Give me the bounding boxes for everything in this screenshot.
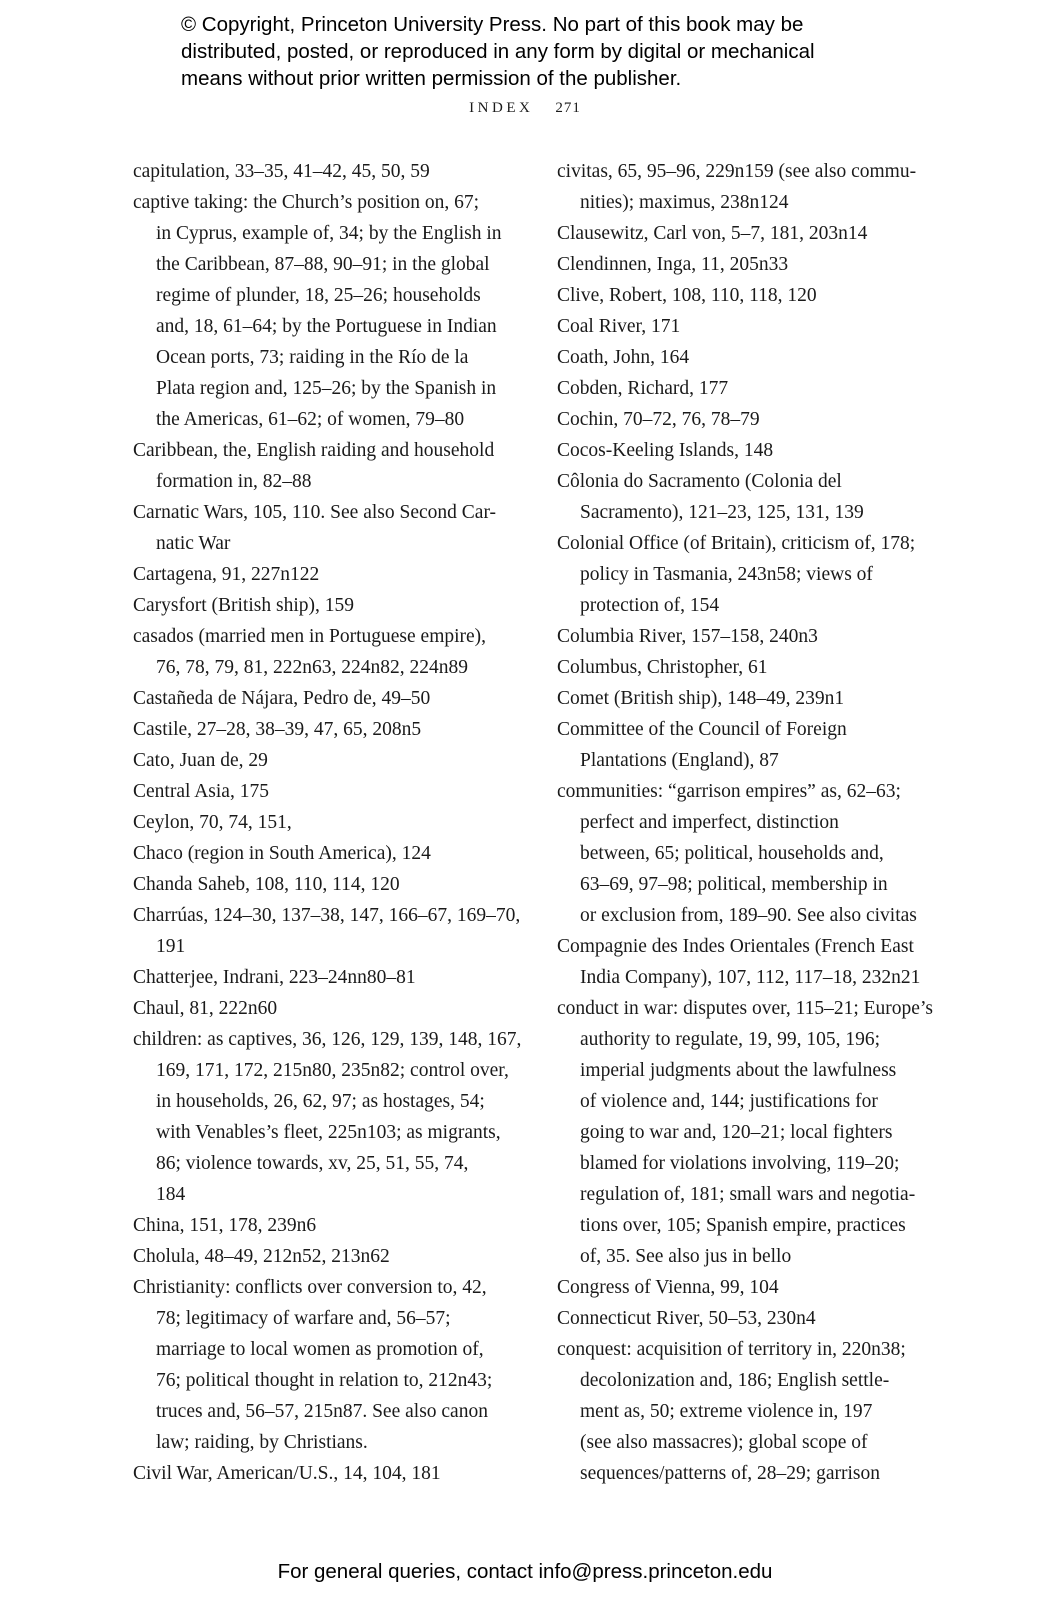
index-entry	[557, 373, 942, 404]
index-entry	[133, 156, 518, 187]
index-entry	[557, 218, 942, 249]
index-entry-line: Ocean ports, 73; raiding in the Río de la	[156, 347, 469, 368]
index-entry-line: Sacramento), 121–23, 125, 131, 139	[580, 502, 864, 523]
index-entry-line: truces and, 56–57, 215n87. See also canon	[156, 1401, 488, 1422]
index-entry-line: Coal River, 171	[557, 316, 681, 337]
index-entry-line: Coath, John, 164	[557, 347, 690, 368]
index-entry	[557, 156, 942, 218]
index-entry-line: Chaul, 81, 222n60	[133, 998, 278, 1019]
index-entry-line: protection of, 154	[580, 595, 720, 616]
index-entry-line: Civil War, American/U.S., 14, 104, 181	[133, 1463, 441, 1484]
index-entry-line: capitulation, 33–35, 41–42, 45, 50, 59	[133, 161, 430, 182]
index-entry-line: Chanda Saheb, 108, 110, 114, 120	[133, 874, 400, 895]
index-entry	[557, 714, 942, 776]
index-entry-line: (see also massacres); global scope of	[580, 1432, 868, 1453]
index-entry	[557, 342, 942, 373]
index-entry-line: the Americas, 61–62; of women, 79–80	[156, 409, 465, 430]
index-entry	[133, 745, 518, 776]
index-entry-line: sequences/patterns of, 28–29; garrison	[580, 1463, 881, 1484]
index-entry-line: natic War	[156, 533, 231, 554]
index-entry-line: between, 65; political, households and,	[580, 843, 884, 864]
index-entry-line: 191	[156, 936, 186, 957]
copyright-notice-line: distributed, posted, or reproduced in any form by digital or mechanical	[181, 40, 815, 63]
index-entry	[133, 497, 518, 559]
index-entry-line: conduct in war: disputes over, 115–21; Europe’s	[557, 998, 933, 1019]
index-entry-line: 76; political thought in relation to, 212n43;	[156, 1370, 493, 1391]
index-entry-line: Christianity: conflicts over conversion to, 42,	[133, 1277, 487, 1298]
index-entry-line: formation in, 82–88	[156, 471, 312, 492]
index-column-right	[557, 156, 942, 1489]
index-entry	[133, 1458, 518, 1489]
index-entry	[133, 590, 518, 621]
index-entry	[133, 838, 518, 869]
index-entry-line: 63–69, 97–98; political, membership in	[580, 874, 888, 895]
index-entry-line: Clive, Robert, 108, 110, 118, 120	[557, 285, 817, 306]
index-entry-line: Chaco (region in South America), 124	[133, 843, 431, 864]
copyright-notice-line: © Copyright, Princeton University Press. No part of this book may be	[181, 13, 804, 36]
index-entry	[133, 683, 518, 714]
index-entry-line: Columbia River, 157–158, 240n3	[557, 626, 818, 647]
copyright-notice-line: means without prior written permission of the publisher.	[181, 67, 682, 90]
index-entry	[557, 683, 942, 714]
index-entry-line: children: as captives, 36, 126, 129, 139, 148, 167,	[133, 1029, 522, 1050]
index-entry	[133, 1210, 518, 1241]
index-entry	[557, 311, 942, 342]
index-entry	[133, 776, 518, 807]
index-entry-line: regime of plunder, 18, 25–26; households	[156, 285, 481, 306]
index-entry-line: 76, 78, 79, 81, 222n63, 224n82, 224n89	[156, 657, 468, 678]
index-entry	[133, 993, 518, 1024]
index-entry	[557, 652, 942, 683]
index-entry	[133, 869, 518, 900]
index-entry-line: Congress of Vienna, 99, 104	[557, 1277, 779, 1298]
index-entry	[557, 466, 942, 528]
index-entry	[557, 931, 942, 993]
index-entry	[133, 900, 521, 962]
page-number: 271	[555, 100, 581, 116]
index-entry-line: Cobden, Richard, 177	[557, 378, 729, 399]
index-entry-line: communities: “garrison empires” as, 62–63;	[557, 781, 901, 802]
index-entry	[133, 187, 518, 435]
index-entry-line: or exclusion from, 189–90. See also civitas	[580, 905, 917, 926]
index-entry-line: of, 35. See also jus in bello	[580, 1246, 792, 1267]
running-head-label: INDEX	[469, 100, 534, 116]
index-entry-line: Ceylon, 70, 74, 151,	[133, 812, 292, 833]
index-entry-line: India Company), 107, 112, 117–18, 232n21	[580, 967, 921, 988]
index-entry-line: Colonial Office (of Britain), criticism of, 178;	[557, 533, 916, 554]
copyright-notice	[181, 11, 901, 92]
index-entry-line: Castile, 27–28, 38–39, 47, 65, 208n5	[133, 719, 422, 740]
index-entry	[557, 404, 942, 435]
index-entry	[557, 435, 942, 466]
index-entry	[557, 1303, 942, 1334]
index-entry-line: conquest: acquisition of territory in, 220n38;	[557, 1339, 906, 1360]
index-entry	[133, 1241, 518, 1272]
index-entry	[557, 280, 942, 311]
index-entry	[133, 559, 518, 590]
index-entry-line: authority to regulate, 19, 99, 105, 196;	[580, 1029, 881, 1050]
running-head	[0, 100, 1050, 117]
index-entry	[557, 776, 942, 931]
index-entry-line: the Caribbean, 87–88, 90–91; in the global	[156, 254, 490, 275]
index-entry	[557, 621, 942, 652]
index-entry-line: blamed for violations involving, 119–20;	[580, 1153, 900, 1174]
index-entry-line: marriage to local women as promotion of,	[156, 1339, 484, 1360]
index-entry-line: Charrúas, 124–30, 137–38, 147, 166–67, 169–70,	[133, 905, 521, 926]
index-entry-line: captive taking: the Church’s position on, 67;	[133, 192, 480, 213]
index-entry-line: going to war and, 120–21; local fighters	[580, 1122, 893, 1143]
index-entry-line: Connecticut River, 50–53, 230n4	[557, 1308, 816, 1329]
index-entry	[557, 993, 942, 1272]
footer-contact: For general queries, contact info@press.princeton.edu	[277, 1560, 773, 1583]
index-entry-line: Columbus, Christopher, 61	[557, 657, 768, 678]
index-entry-line: in Cyprus, example of, 34; by the English in	[156, 223, 502, 244]
index-entry-line: 184	[156, 1184, 186, 1205]
index-entry-line: in households, 26, 62, 97; as hostages, 54;	[156, 1091, 485, 1112]
index-entry	[133, 435, 518, 497]
index-entry-line: Plata region and, 125–26; by the Spanish in	[156, 378, 497, 399]
index-entry	[557, 528, 942, 621]
index-column-left	[133, 156, 522, 1489]
index-entry	[133, 1272, 518, 1458]
index-entry-line: Cochin, 70–72, 76, 78–79	[557, 409, 760, 430]
index-entry-line: law; raiding, by Christians.	[156, 1432, 368, 1453]
index-entry-line: regulation of, 181; small wars and negotia-	[580, 1184, 916, 1205]
index-entry	[133, 962, 518, 993]
index-entry-line: Compagnie des Indes Orientales (French East	[557, 936, 914, 957]
index-entry-line: Cocos-Keeling Islands, 148	[557, 440, 774, 461]
index-entry-line: Central Asia, 175	[133, 781, 269, 802]
index-entry-line: Cato, Juan de, 29	[133, 750, 268, 771]
index-entry-line: Chatterjee, Indrani, 223–24nn80–81	[133, 967, 416, 988]
index-entry	[557, 1272, 942, 1303]
index-entry-line: Cartagena, 91, 227n122	[133, 564, 320, 585]
index-entry-line: with Venables’s fleet, 225n103; as migrants,	[156, 1122, 501, 1143]
index-entry-line: policy in Tasmania, 243n58; views of	[580, 564, 873, 585]
index-entry-line: nities); maximus, 238n124	[580, 192, 789, 213]
index-entry-line: Caribbean, the, English raiding and household	[133, 440, 495, 461]
index-entry-line: Côlonia do Sacramento (Colonia del	[557, 471, 842, 492]
index-entry	[133, 807, 518, 838]
index-entry-line: and, 18, 61–64; by the Portuguese in Indian	[156, 316, 497, 337]
index-entry-line: civitas, 65, 95–96, 229n159 (see also commu-	[557, 161, 917, 182]
index-entry-line: imperial judgments about the lawfulness	[580, 1060, 897, 1081]
index-entry-line: Cholula, 48–49, 212n52, 213n62	[133, 1246, 390, 1267]
index-entry-line: 169, 171, 172, 215n80, 235n82; control over,	[156, 1060, 509, 1081]
index-entry-line: decolonization and, 186; English settle-	[580, 1370, 890, 1391]
index-entry-line: Committee of the Council of Foreign	[557, 719, 847, 740]
index-entry-line: perfect and imperfect, distinction	[580, 812, 839, 833]
index-entry	[557, 1334, 942, 1489]
index-entry-line: Clendinnen, Inga, 11, 205n33	[557, 254, 789, 275]
index-entry-line: tions over, 105; Spanish empire, practices	[580, 1215, 906, 1236]
index-entry-line: Comet (British ship), 148–49, 239n1	[557, 688, 845, 709]
index-entry-line: China, 151, 178, 239n6	[133, 1215, 317, 1236]
index-entry-line: Clausewitz, Carl von, 5–7, 181, 203n14	[557, 223, 868, 244]
index-entry-line: Carysfort (British ship), 159	[133, 595, 354, 616]
index-entry	[557, 249, 942, 280]
index-entry-line: of violence and, 144; justifications for	[580, 1091, 878, 1112]
index-entry-line: Carnatic Wars, 105, 110. See also Second Car-	[133, 502, 497, 523]
index-entry-line: ment as, 50; extreme violence in, 197	[580, 1401, 873, 1422]
index-entry-line: casados (married men in Portuguese empire),	[133, 626, 487, 647]
index-entry-line: Plantations (England), 87	[580, 750, 779, 771]
index-entry	[133, 1024, 522, 1210]
index-entry-line: 78; legitimacy of warfare and, 56–57;	[156, 1308, 451, 1329]
index-entry-line: 86; violence towards, xv, 25, 51, 55, 74,	[156, 1153, 469, 1174]
index-entry	[133, 621, 518, 683]
index-entry	[133, 714, 518, 745]
index-entry-line: Castañeda de Nájara, Pedro de, 49–50	[133, 688, 431, 709]
